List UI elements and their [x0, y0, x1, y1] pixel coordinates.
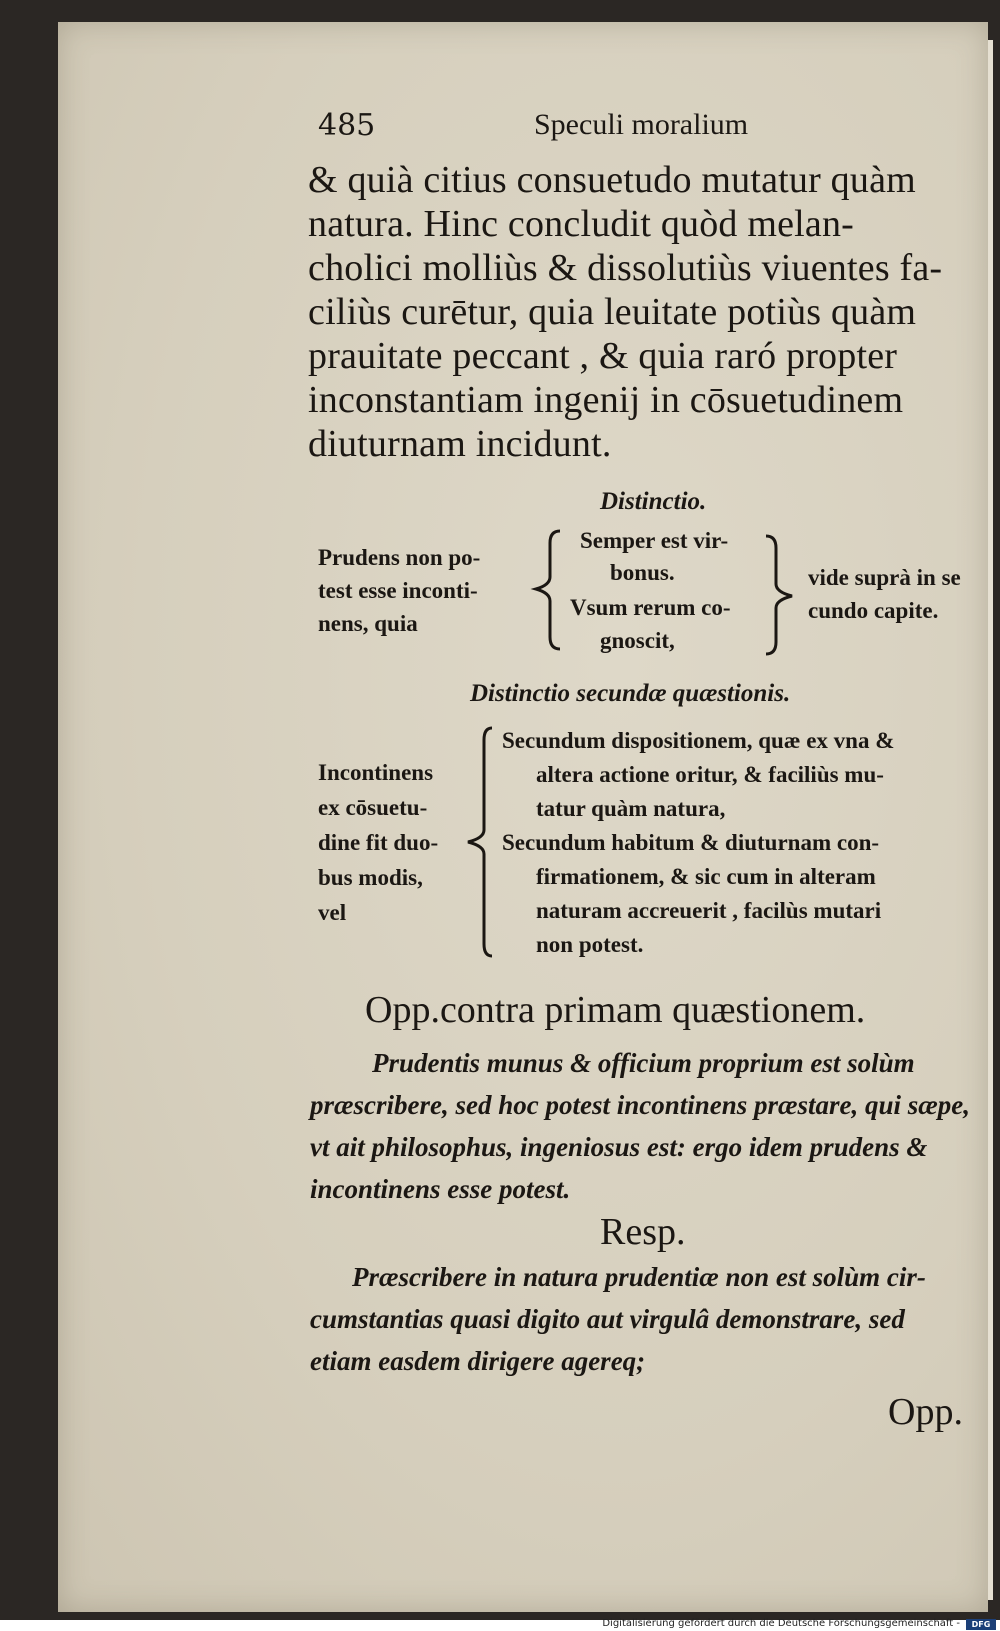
distinctio-mid-line: gnoscit,	[600, 628, 675, 653]
distinctio-2-right-line: altera actione oritur, & faciliùs mu-	[536, 762, 884, 787]
left-brace-1	[528, 525, 568, 655]
distinctio-2-right-line: Secundum dispositionem, quæ ex vna &	[502, 728, 895, 753]
distinctio-2-right-line: non potest.	[536, 932, 644, 957]
opp-title: Opp.contra primam quæstionem.	[365, 989, 866, 1031]
opp-line: vt ait philosophus, ingeniosus est: ergo idem prudens &	[310, 1132, 928, 1162]
distinctio-2-heading: Distinctio secundæ quæstionis.	[470, 680, 791, 707]
distinctio-2-right-line: firmationem, & sic cum in alteram	[536, 864, 876, 889]
footer-credit: Digitalisierung gefördert durch die Deutsche Forschungsgemeinschaft -	[602, 1618, 960, 1629]
resp-line: cumstantias quasi digito aut virgulâ demonstrare, sed	[310, 1304, 905, 1334]
resp-line: etiam easdem dirigere agereq;	[310, 1346, 646, 1376]
distinctio-left-line: nens, quia	[318, 611, 418, 636]
resp-line: Præscribere in natura prudentiæ non est solùm cir-	[352, 1262, 926, 1292]
distinctio-2-left-line: dine fit duo-	[318, 830, 439, 855]
body-line: ciliùs curētur, quia leuitate potiùs quàm	[308, 291, 917, 333]
dfg-logo: DFG	[966, 1619, 996, 1630]
distinctio-mid-line: Vsum rerum co-	[570, 595, 731, 620]
left-brace-2	[462, 722, 502, 962]
body-line: prauitate peccant , & quia raró propter	[308, 335, 898, 377]
body-line: & quià citius consuetudo mutatur quàm	[308, 159, 916, 201]
body-line: inconstantiam ingenij in cōsuetudinem	[308, 379, 904, 421]
distinctio-2-right-line: Secundum habitum & diuturnam con-	[502, 830, 880, 855]
opp-line: incontinens esse potest.	[310, 1174, 571, 1204]
distinctio-left-line: test esse inconti-	[318, 578, 478, 603]
distinctio-2-left-line: ex cōsuetu-	[318, 795, 428, 820]
distinctio-mid-line: bonus.	[610, 560, 675, 585]
resp-title: Resp.	[600, 1211, 686, 1253]
body-line: diuturnam incidunt.	[308, 423, 612, 465]
opp-line: Prudentis munus & officium proprium est solùm	[372, 1048, 915, 1078]
distinctio-heading: Distinctio.	[600, 488, 707, 515]
distinctio-2-right-line: naturam accreuerit , facilùs mutari	[536, 898, 882, 923]
body-line: natura. Hinc concludit quòd melan-	[308, 203, 855, 245]
running-title: Speculi moralium	[534, 108, 749, 141]
distinctio-2-left-line: Incontinens	[318, 760, 434, 785]
distinctio-2-left-line: bus modis,	[318, 865, 423, 890]
opp-line: præscribere, sed hoc potest incontinens præstare, qui sæpe,	[310, 1090, 971, 1120]
distinctio-mid-line: Semper est vir-	[580, 528, 729, 553]
right-brace-1	[760, 530, 804, 660]
catchword: Opp.	[888, 1391, 963, 1433]
distinctio-right-line: cundo capite.	[808, 598, 939, 623]
page-number: 485	[318, 108, 376, 143]
distinctio-left-line: Prudens non po-	[318, 545, 481, 570]
distinctio-2-left-line: vel	[318, 900, 347, 925]
distinctio-right-line: vide suprà in se	[808, 565, 961, 590]
body-line: cholici molliùs & dissolutiùs viuentes fa-	[308, 247, 943, 289]
distinctio-2-right-line: tatur quàm natura,	[536, 796, 726, 821]
